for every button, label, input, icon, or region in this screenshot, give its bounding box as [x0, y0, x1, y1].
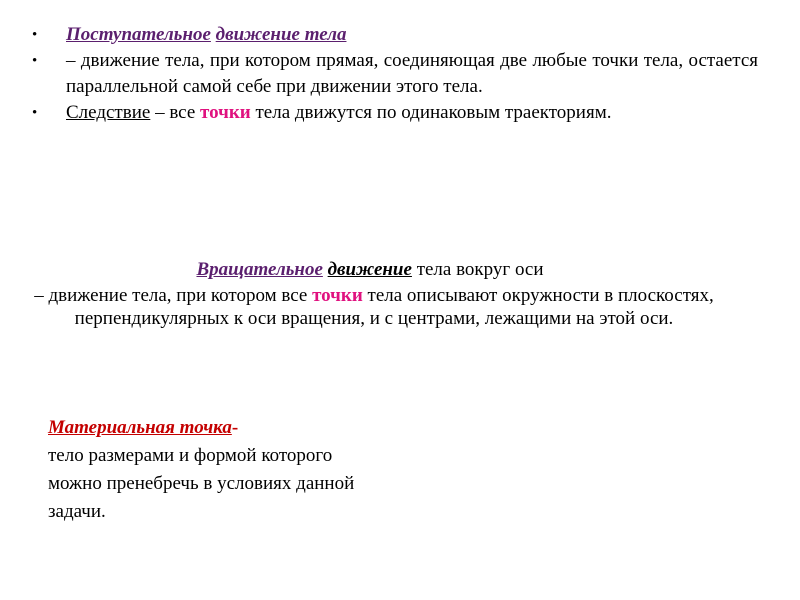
bullet-translational-definition — [32, 48, 758, 100]
consequence-label: Следствие — [66, 102, 151, 123]
bullet-consequence — [32, 100, 758, 126]
material-point-term: Материальная точка — [48, 417, 232, 438]
material-point-block — [48, 414, 448, 526]
rotational-definition-pre: – движение тела, при котором все — [34, 285, 313, 306]
material-point-line1: тело размерами и формой которого — [48, 445, 333, 466]
rotational-definition — [24, 284, 724, 330]
rotational-term-word1: Вращательное — [196, 259, 323, 280]
material-point-dash: - — [231, 417, 239, 438]
consequence-highlight: точки — [200, 102, 251, 123]
bullet-icon: • — [32, 27, 38, 43]
bullet-translational-term — [32, 22, 758, 48]
rotational-definition-highlight: точки — [312, 285, 363, 306]
rotational-definition-post: тела описывают окружности в плоскостях, перпендикулярных к оси вращения, и с центрами, лежащими на этой оси. — [74, 285, 714, 329]
material-point-line3: задачи. — [48, 501, 106, 522]
rotational-term-word2: движение — [327, 259, 412, 280]
consequence-pre: – все — [150, 102, 201, 123]
consequence-post: тела движутся по одинаковым траекториям. — [250, 102, 612, 123]
material-point-line2: можно пренебречь в условиях данной — [48, 473, 355, 494]
rotational-term-rest: тела вокруг оси — [411, 259, 544, 280]
bullet-icon: • — [32, 53, 38, 69]
bullet-icon: • — [32, 105, 38, 121]
rotational-heading — [0, 258, 740, 282]
translational-motion-list — [32, 22, 758, 126]
material-point-heading — [48, 414, 448, 442]
translational-definition: – движение тела, при котором прямая, соединяющая две любые точки тела, остается параллельной самой себе при движении этого тела. — [66, 50, 758, 97]
translational-term-word2: движение тела — [215, 24, 347, 45]
translational-term-word1: Поступательное — [66, 24, 211, 45]
